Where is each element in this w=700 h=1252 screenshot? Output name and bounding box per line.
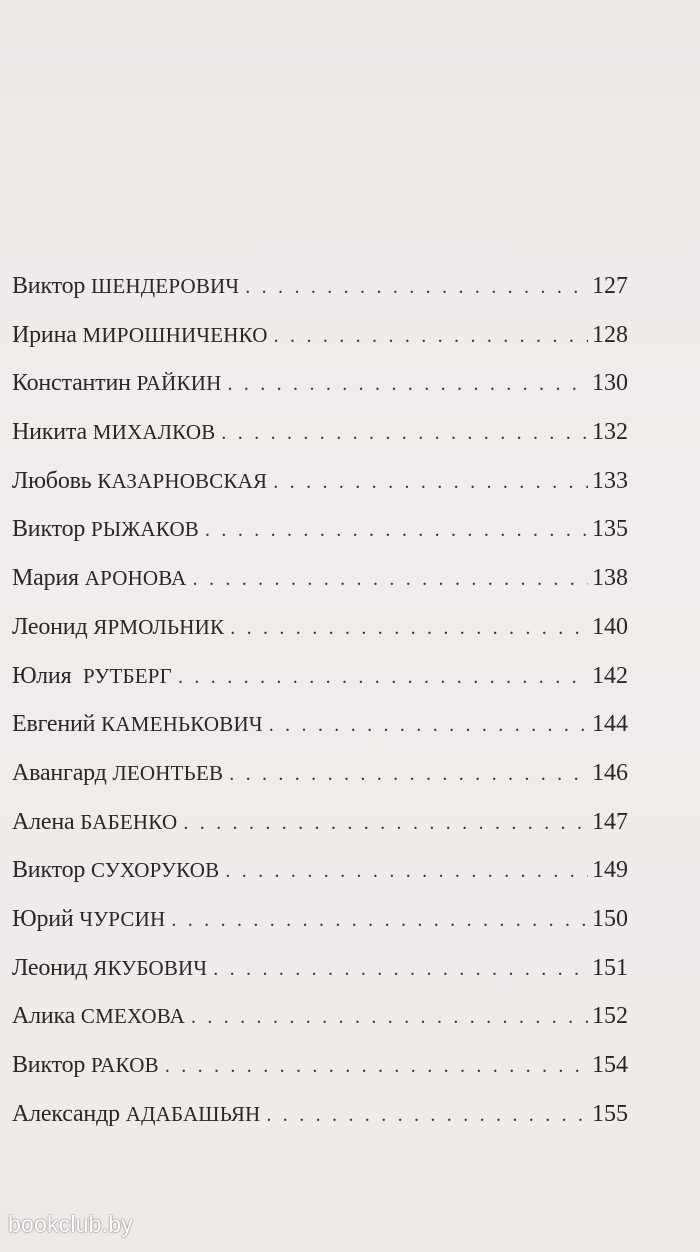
entry-last-name: СМЕХОВА — [80, 1004, 185, 1029]
entry-name — [12, 996, 185, 1036]
entry-first-name: Константин — [12, 370, 131, 397]
entry-first-name: Алика — [12, 1003, 76, 1030]
entry-name — [12, 1045, 159, 1085]
dot-leader — [178, 657, 588, 697]
dot-leader — [193, 559, 588, 599]
entry-page-number: 135 — [592, 516, 628, 543]
entry-name — [12, 607, 224, 647]
entry-first-name: Виктор — [12, 273, 86, 299]
entry-first-name: Виктор — [12, 516, 86, 543]
entry-page-number: 142 — [592, 662, 628, 689]
dot-leader — [274, 316, 588, 356]
entry-last-name: СУХОРУКОВ — [90, 858, 220, 883]
entry-name — [12, 412, 215, 452]
entry-first-name: Ирина — [12, 321, 77, 348]
toc-entry — [12, 363, 628, 412]
toc-entry — [12, 315, 628, 364]
toc-entry — [12, 899, 628, 948]
entry-name — [12, 753, 223, 793]
entry-first-name: Алена — [12, 808, 75, 835]
entry-page-number: 128 — [592, 321, 628, 348]
entry-page-number: 127 — [592, 273, 628, 299]
entry-last-name: РУТБЕРГ — [83, 663, 172, 688]
entry-page-number: 140 — [592, 613, 628, 640]
entry-page-number: 154 — [592, 1052, 628, 1078]
entry-page-number: 152 — [592, 1003, 628, 1030]
entry-first-name: Виктор — [12, 1052, 86, 1078]
entry-name — [12, 509, 199, 549]
toc-entry — [12, 1094, 628, 1143]
dot-leader — [213, 949, 588, 989]
toc-entry — [12, 509, 628, 558]
dot-leader — [221, 413, 588, 453]
toc-entry — [12, 607, 628, 656]
dot-leader — [266, 1095, 588, 1135]
entry-name — [12, 802, 177, 842]
toc-entry — [12, 1045, 628, 1094]
entry-first-name: Леонид — [12, 954, 88, 981]
entry-last-name: АРОНОВА — [84, 566, 187, 591]
entry-page-number: 132 — [592, 419, 628, 446]
toc-entry — [12, 656, 628, 705]
entry-page-number: 147 — [592, 808, 628, 835]
entry-first-name: Авангард — [12, 759, 107, 786]
entry-first-name: Юрий — [12, 905, 74, 932]
entry-last-name: ШЕНДЕРОВИЧ — [90, 274, 240, 298]
entry-page-number: 144 — [592, 711, 628, 738]
entry-page-number: 133 — [592, 467, 628, 494]
entry-first-name: Виктор — [12, 857, 86, 884]
dot-leader — [245, 267, 588, 307]
entry-page-number: 138 — [592, 565, 628, 592]
dot-leader — [165, 1046, 588, 1086]
entry-page-number: 155 — [592, 1100, 628, 1127]
watermark: bookclub.by — [8, 1211, 133, 1237]
entry-name — [12, 363, 221, 403]
entry-last-name: ЧУРСИН — [79, 906, 166, 931]
entry-name — [12, 656, 172, 696]
entry-last-name: МИХАЛКОВ — [92, 420, 216, 445]
entry-first-name: Александр — [12, 1100, 120, 1127]
entry-first-name: Леонид — [12, 613, 88, 640]
dot-leader — [225, 851, 588, 891]
entry-page-number: 149 — [592, 857, 628, 884]
toc-entry — [12, 266, 628, 315]
entry-last-name: МИРОШНИЧЕНКО — [82, 322, 268, 347]
table-of-contents — [12, 266, 628, 1142]
entry-last-name: КАЗАРНОВСКАЯ — [97, 468, 268, 493]
entry-page-number: 151 — [592, 954, 628, 981]
entry-last-name: РЫЖАКОВ — [90, 517, 200, 542]
entry-name — [12, 461, 267, 501]
entry-name — [12, 558, 187, 598]
entry-name — [12, 704, 263, 744]
dot-leader — [273, 462, 588, 502]
dot-leader — [171, 900, 588, 940]
entry-page-number: 146 — [592, 759, 628, 786]
dot-leader — [229, 754, 588, 794]
toc-entry — [12, 850, 628, 899]
dot-leader — [183, 803, 588, 843]
dot-leader — [230, 608, 588, 648]
entry-page-number: 130 — [592, 370, 628, 397]
entry-page-number: 150 — [592, 905, 628, 932]
entry-last-name: РАКОВ — [90, 1053, 159, 1077]
entry-name — [12, 948, 207, 988]
dot-leader — [191, 997, 588, 1037]
entry-first-name: Юлия — [12, 662, 72, 689]
entry-first-name: Любовь — [12, 467, 92, 494]
toc-entry — [12, 412, 628, 461]
entry-first-name: Евгений — [12, 711, 96, 738]
entry-name — [12, 850, 219, 890]
entry-last-name: ЯРМОЛЬНИК — [93, 614, 225, 639]
toc-entry — [12, 996, 628, 1045]
toc-entry — [12, 461, 628, 510]
toc-entry — [12, 753, 628, 802]
entry-last-name: ЛЕОНТЬЕВ — [112, 760, 224, 785]
dot-leader — [227, 364, 588, 404]
entry-last-name: АДАБАШЬЯН — [125, 1101, 261, 1126]
toc-entry — [12, 558, 628, 607]
entry-last-name: РАЙКИН — [136, 371, 222, 396]
entry-first-name: Никита — [12, 419, 87, 446]
toc-entry — [12, 802, 628, 851]
toc-entry — [12, 704, 628, 753]
dot-leader — [205, 510, 588, 550]
entry-first-name: Мария — [12, 565, 79, 592]
entry-last-name: КАМЕНЬКОВИЧ — [101, 712, 263, 737]
toc-entry — [12, 948, 628, 997]
entry-name — [12, 1094, 260, 1134]
entry-last-name: ЯКУБОВИЧ — [93, 955, 208, 980]
entry-last-name: БАБЕНКО — [80, 809, 178, 834]
dot-leader — [269, 705, 588, 745]
entry-name — [12, 315, 268, 355]
entry-name — [12, 899, 165, 939]
entry-name — [12, 266, 239, 306]
